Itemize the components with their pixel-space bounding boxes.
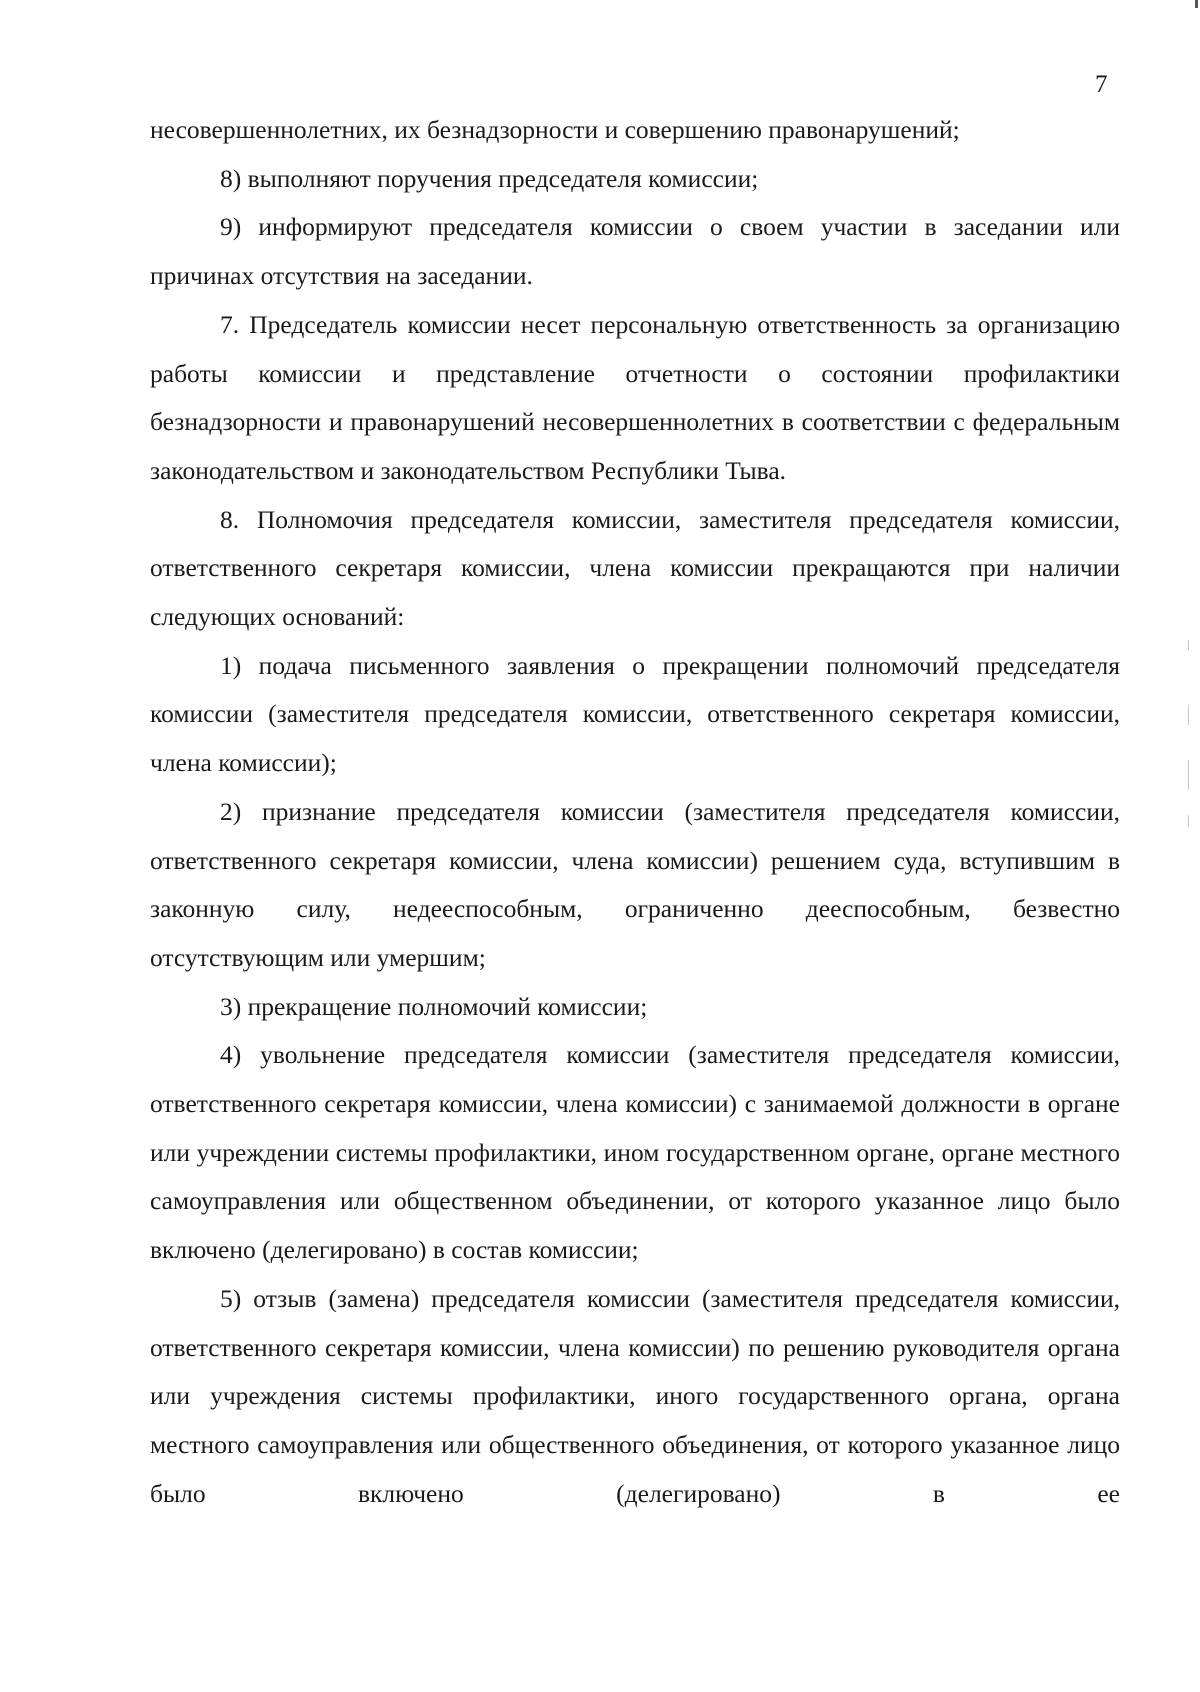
- paragraph-continuation: несовершеннолетних, их безнадзорности и совершению правонарушений;: [150, 115, 960, 144]
- paragraph-ground-3: 3) прекращение полномочий комиссии;: [220, 991, 648, 1021]
- document-body: [150, 106, 1120, 1518]
- paragraph-item-8: 8) выполняют поручения председателя комиссии;: [220, 163, 759, 193]
- paragraph-ground-2: 2) признание председателя комиссии (заместителя председателя комиссии, ответственного секретаря комиссии, члена комиссии) решением суда, вступившим в законную силу, недееспособным, ограниченно дееспособным, безвестно отсутствующим или умершим;: [150, 796, 1120, 972]
- paragraph-ground-4: 4) увольнение председателя комиссии (заместителя председателя комиссии, ответственного секретаря комиссии, члена комиссии) с занимаемой должности в органе или учреждении системы профилактики, ином государственном органе, органе местного самоуправления или общественном объединении, от которого указанное лицо было включено (делегировано) в состав комиссии;: [150, 1040, 1120, 1265]
- paragraph-clause-8: 8. Полномочия председателя комиссии, заместителя председателя комиссии, ответственного секретаря комиссии, члена комиссии прекращаются при наличии следующих оснований:: [150, 504, 1120, 632]
- paragraph-ground-1: 1) подача письменного заявления о прекращении полномочий председателя комиссии (заместителя председателя комиссии, ответственного секретаря комиссии, члена комиссии);: [150, 650, 1120, 778]
- scan-edge-mark: [1188, 705, 1189, 725]
- paragraph-ground-5: 5) отзыв (замена) председателя комиссии (заместителя председателя комиссии, ответственного секретаря комиссии, члена комиссии) по решению руководителя органа или учреждения системы профилактики, иного государственного органа, органа местного самоуправления или общественного объединения, от которого указанное лицо было включено (делегировано) в ее: [150, 1283, 1120, 1508]
- scan-corner-mark: [1195, 0, 1198, 8]
- paragraph-clause-7: 7. Председатель комиссии несет персональную ответственность за организацию работы комиссии и представление отчетности о состоянии профилактики безнадзорности и правонарушений несовершеннолетних в соответствии с федеральным законодательством и законодательством Республики Тыва.: [150, 309, 1120, 485]
- scan-edge-mark: [1188, 815, 1189, 827]
- scan-edge-mark: [1188, 760, 1189, 790]
- page-number: 7: [1095, 71, 1108, 98]
- paragraph-item-9: 9) информируют председателя комиссии о своем участии в заседании или причинах отсутствия на заседании.: [150, 212, 1120, 291]
- scan-edge-mark: [1188, 640, 1189, 650]
